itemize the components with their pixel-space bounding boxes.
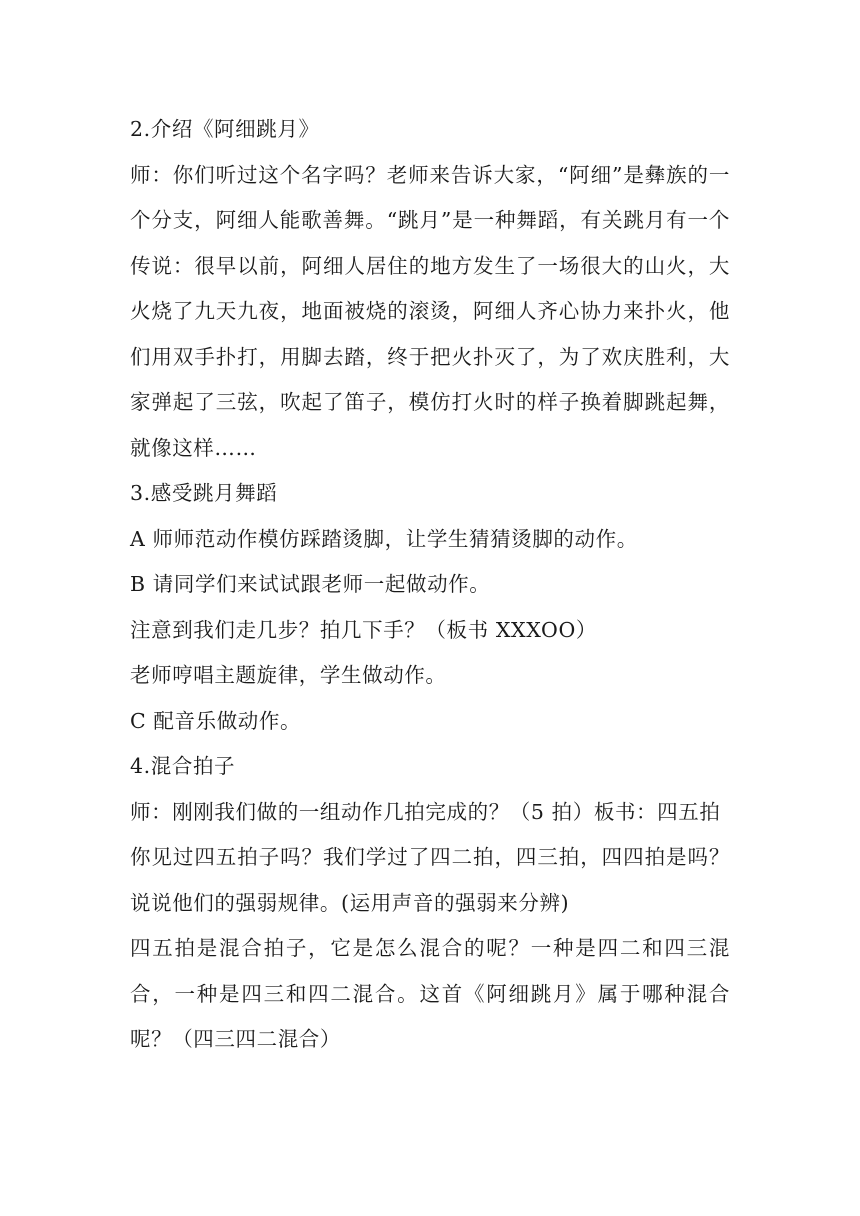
paragraph-meters: 你见过四五拍子吗？我们学过了四二拍，四三拍，四四拍是吗？说说他们的强弱规律。(运用声音的强弱来分辨): [130, 845, 730, 915]
section-heading-3: 3.感受跳月舞蹈: [130, 481, 278, 505]
paragraph-hum: 老师哼唱主题旋律，学生做动作。: [130, 663, 447, 687]
paragraph-question: 注意到我们走几步？拍几下手？（板书 XXXOO）: [130, 617, 597, 642]
section-heading-2: 2.介绍《阿细跳月》: [130, 117, 320, 141]
paragraph-step-a: A 师师范动作模仿踩踏烫脚，让学生猜猜烫脚的动作。: [130, 526, 638, 551]
section-heading-4: 4.混合拍子: [130, 754, 236, 778]
paragraph-legend: 师：你们听过这个名字吗？老师来告诉大家，“阿细”是彝族的一个分支，阿细人能歌善舞。“跳月”是一种舞蹈，有关跳月有一个传说：很早以前，阿细人居住的地方发生了一场很大的山火，大火烧了九天九夜，地面被烧的滚烫，阿细人齐心协力来扑火，他们用双手扑打，用脚去踏，终于把火扑灭了，为了欢庆胜利，大家弹起了三弦，吹起了笛子，模仿打火时的样子换着脚跳起舞，就像这样……: [130, 162, 730, 460]
paragraph-step-b: B 请同学们来试试跟老师一起做动作。: [130, 572, 491, 596]
paragraph-mixed-meter: 四五拍是混合拍子，它是怎么混合的呢？一种是四二和四三混合，一种是四三和四二混合。这首《阿细跳月》属于哪种混合呢？（四三四二混合）: [130, 936, 730, 1051]
paragraph-beats: 师：刚刚我们做的一组动作几拍完成的？（5 拍）板书：四五拍: [130, 799, 721, 824]
paragraph-step-c: C 配音乐做动作。: [130, 708, 302, 733]
document-body: [130, 107, 730, 1063]
